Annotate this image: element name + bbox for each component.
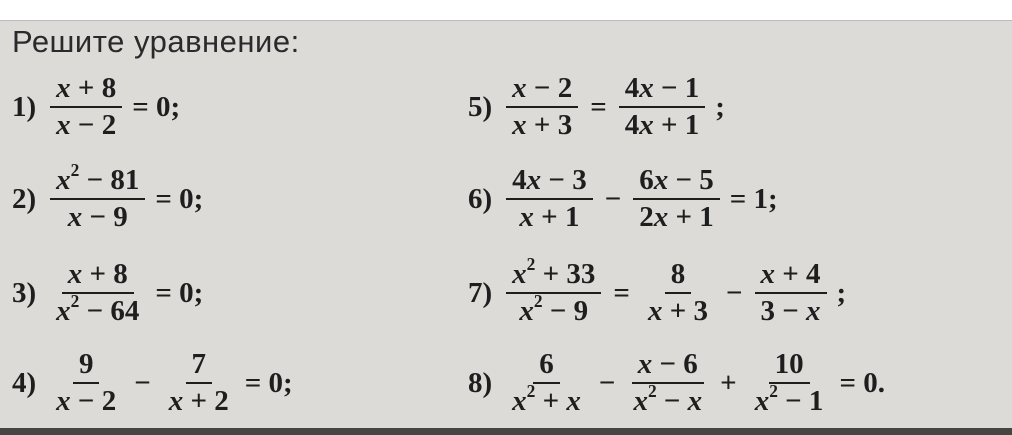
fraction	[627, 348, 708, 419]
problem-3	[12, 258, 203, 329]
problem-number: 7)	[468, 276, 493, 309]
problem-number: 8)	[468, 366, 493, 399]
denominator: 3 − x	[760, 295, 821, 328]
denominator: x + 1	[519, 201, 580, 234]
denominator: 4x + 1	[624, 109, 700, 142]
denominator: x + 2	[168, 385, 229, 418]
numerator: 4x − 1	[619, 72, 706, 108]
equation-tail: = 0;	[244, 366, 293, 399]
problem-number: 5)	[468, 90, 493, 123]
operator: −	[134, 366, 151, 399]
numerator: x + 8	[50, 72, 122, 108]
fraction	[506, 72, 578, 143]
equation-tail: = 0;	[132, 90, 181, 123]
numerator: $x^2 - 81$	[50, 164, 145, 200]
equation-tail: = 0;	[155, 276, 204, 309]
operator: =	[590, 90, 607, 123]
numerator: 6	[533, 348, 560, 384]
problem-5	[468, 72, 725, 143]
fraction	[749, 348, 830, 419]
operator: +	[720, 366, 737, 399]
fraction	[163, 348, 235, 419]
numerator: x + 8	[62, 258, 134, 294]
numerator: x − 6	[632, 348, 704, 384]
numerator: x − 2	[506, 72, 578, 108]
numerator: 7	[186, 348, 213, 384]
top-bar	[0, 0, 1012, 21]
operator: −	[725, 276, 743, 309]
denominator: x + 3	[647, 295, 708, 328]
denominator: 2x + 1	[639, 201, 714, 234]
fraction	[619, 72, 706, 143]
fraction	[50, 348, 122, 419]
equation-tail: ;	[715, 90, 725, 123]
numerator: 4x − 3	[506, 164, 593, 200]
equation-tail: = 1;	[729, 182, 778, 215]
operator: −	[604, 182, 622, 215]
numerator: 8	[665, 258, 692, 294]
numerator: $x^2 + 33$	[506, 258, 601, 294]
denominator: $x^2 - 9$	[519, 291, 589, 328]
problem-2	[12, 159, 204, 235]
problem-8	[468, 348, 885, 419]
problem-number: 6)	[468, 182, 493, 215]
problem-1	[12, 72, 180, 143]
equation-tail: ;	[836, 276, 847, 309]
fraction	[633, 164, 720, 235]
fraction	[642, 258, 714, 329]
problem-number: 2)	[12, 182, 37, 215]
denominator: $x^2 - 1$	[754, 381, 824, 418]
fraction	[50, 159, 145, 235]
fraction	[50, 258, 145, 329]
fraction	[506, 253, 601, 329]
denominator: $x^2 - 64$	[56, 291, 140, 328]
problem-number: 1)	[12, 90, 37, 123]
problem-6	[468, 164, 778, 235]
denominator: $x^2 - x$	[633, 381, 703, 418]
exercise-heading: Решите уравнение:	[12, 24, 300, 59]
equation-tail: = 0.	[839, 366, 885, 399]
denominator: x + 3	[512, 109, 573, 142]
numerator: 10	[769, 348, 810, 384]
problem-number: 3)	[12, 276, 37, 309]
problem-7	[468, 253, 847, 329]
equation-tail: = 0;	[155, 182, 204, 215]
fraction	[755, 258, 827, 329]
bottom-edge	[0, 428, 1012, 435]
fraction	[50, 72, 122, 143]
denominator: x − 9	[67, 201, 128, 234]
fraction	[506, 164, 593, 235]
problem-4	[12, 348, 293, 419]
numerator: 9	[73, 348, 100, 384]
problem-number: 4)	[12, 366, 37, 399]
operator: =	[613, 276, 630, 309]
denominator: x − 2	[56, 109, 117, 142]
denominator: x − 2	[56, 385, 117, 418]
fraction	[506, 348, 587, 419]
numerator: 6x − 5	[633, 164, 720, 200]
denominator: $x^2 + x$	[512, 381, 581, 418]
operator: −	[598, 366, 616, 399]
numerator: x + 4	[755, 258, 827, 294]
